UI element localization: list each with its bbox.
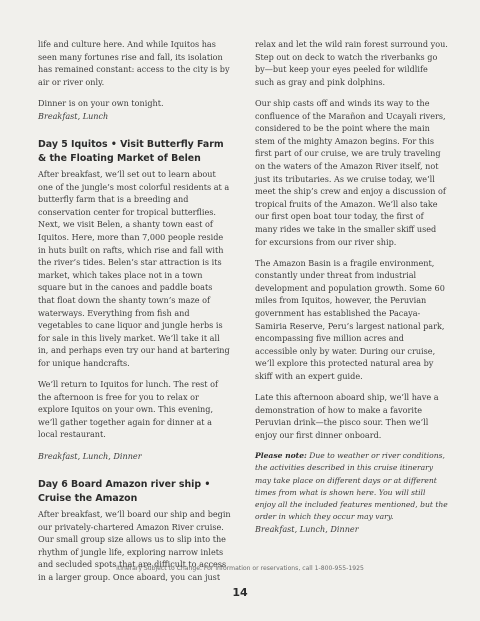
day5-paragraph-1: After breakfast, we’ll set out to learn about one of the jungle’s most colorful residents at a butterfly farm that is a breeding and conservation center for tropical butterflies. Next, we visit Belen, a shanty town east of Iquitos. Here, more than 7,000 people reside in huts built on rafts, which rise and fall with the river’s tides. Belen’s star attraction is its market, which takes place not in a town square but in the canoes and paddle boats that float down the shanty town’s maze of waterways. Everything from fish and vegetables to cane liquor and jungle herbs is for sale in this lively market. We’ll take it all in, and perhaps even try our hand at bartering for unique handcrafts. (38, 168, 230, 368)
right-paragraph-1: relax and let the wild rain forest surround you. Step out on deck to watch the riverbanks go by—but keep your eyes peeled for wildlife such as gray and pink dolphins. (255, 39, 448, 87)
left-column (38, 38, 231, 592)
right-column (255, 38, 448, 545)
right-paragraph-2: Our ship casts off and winds its way to the confluence of the Marañon and Ucayali rivers, considered to be the point where the main stem of the mighty Amazon begins. For this first part of our cruise, we are truly traveling on the waters of the Amazon River itself, not just its tributaries. As we cruise today, we’ll meet the ship’s crew and enjoy a discussion of tropical fruits of the Amazon. We’ll also take our first open boat tour today, the first of many rides we take in the smaller skiff used for excursions from our river ship. (255, 97, 446, 247)
intro-paragraph: life and culture here. And while Iquitos has seen many fortunes rise and fall, its isolation has remained constant: access to the city is by air or river only. (38, 39, 230, 87)
day5-paragraph-2: We’ll return to Iquitos for lunch. The rest of the afternoon is free for you to relax or explore Iquitos on your own. This evening, we’ll gather together again for dinner at a local restaurant. (38, 379, 218, 440)
right-paragraph-3: The Amazon Basin is a fragile environment, constantly under threat from industrial development and population growth. Some 60 miles from Iquitos, however, the Peruvian government has established the Pacaya-Samiria Reserve, Peru’s largest national park, encompassing five million acres and accessible only by water. During our cruise, we’ll explore this protected natural area by skiff with an expert guide. (255, 257, 445, 382)
dinner-note: Dinner is on your own tonight. (38, 97, 164, 108)
day6-meals: Breakfast, Lunch, Dinner (255, 524, 359, 535)
note-text: Due to weather or river conditions, the activities described in this cruise itinerary may take place on different days or at different times from what is shown here. You will still enjoy all the included features mentioned, but the order in which they occur may vary. (255, 451, 448, 522)
please-note (255, 450, 448, 523)
day5-heading: Day 5 Iquitos • Visit Butterfly Farm & the Floating Market of Belen (38, 139, 224, 164)
footer-text: Itinerary Subject to Change. For information or reservations, call 1-800-955-1925 (116, 565, 364, 572)
page-number: 14 (232, 586, 248, 599)
day4-meals: Breakfast, Lunch (38, 110, 109, 121)
note-label: Please note: (255, 451, 307, 461)
day6-heading: Day 6 Board Amazon river ship • Cruise the Amazon (38, 479, 211, 504)
day6-paragraph-1: After breakfast, we’ll board our ship and begin our privately-chartered Amazon River cruise. Our small group size allows us to slip into the rhythm of jungle life, exploring narrow inlets and secluded spots that are difficult to access in a larger group. Once aboard, you can just (38, 509, 231, 582)
day5-meals: Breakfast, Lunch, Dinner (38, 450, 142, 461)
right-paragraph-4: Late this afternoon aboard ship, we’ll have a demonstration of how to make a favorite Peruvian drink—the pisco sour. Then we’ll enjoy our first dinner onboard. (255, 392, 439, 440)
